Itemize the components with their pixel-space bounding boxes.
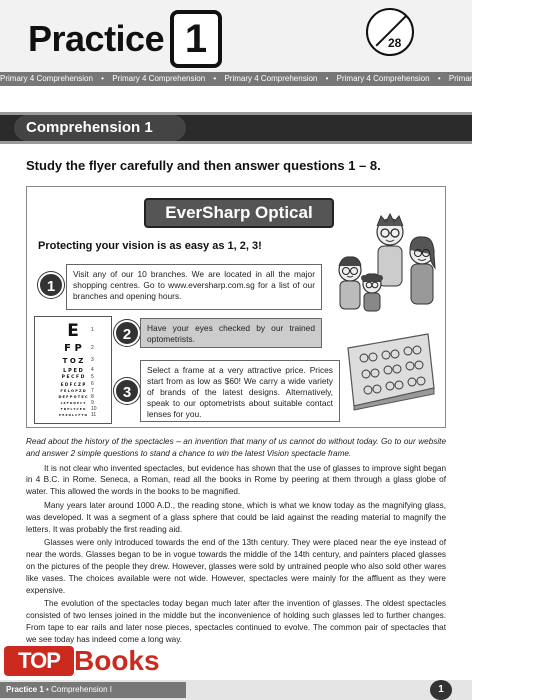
series-strip bbox=[0, 72, 542, 86]
practice-number-box: 1 bbox=[170, 10, 222, 68]
article-paragraph: Glasses were only introduced towards the end of the 13th century. They were placed near the eye instead of near the words. Glasses began to be in vogue towards the middle of the 14th century, and painters placed glasses on the pictures of the people they drew. However, glasses were sold by untrained people who also sold other wares like vases. The choices available were not wide. However, spectacles were mainly for the affluent as they were expensive. bbox=[26, 538, 446, 595]
chart-row: F D P L T C E O bbox=[60, 407, 86, 411]
instruction-text: Study the flyer carefully and then answer questions 1 – 8. bbox=[26, 158, 381, 173]
chart-row-number: 4 bbox=[91, 367, 94, 373]
step-2-badge: 2 bbox=[114, 320, 140, 346]
article bbox=[26, 436, 446, 648]
watermark-books: Books bbox=[74, 645, 160, 676]
step-1-text: Visit any of our 10 branches. We are located in all the major shopping centres. Go to www.eversharp.com.sg for a list of our branches and opening hours. bbox=[66, 264, 322, 310]
brand-logo: EverSharp Optical bbox=[144, 198, 334, 228]
strip-item: Primary 4 Comprehension bbox=[112, 74, 206, 83]
chart-row: E bbox=[67, 321, 79, 341]
chart-row: E D F C Z P bbox=[60, 382, 86, 387]
footer-section: Comprehension I bbox=[51, 685, 113, 694]
watermark-top: TOP bbox=[4, 646, 74, 676]
spectacles-display-case bbox=[344, 330, 436, 410]
chart-row-number: 8 bbox=[91, 394, 94, 400]
family-illustration bbox=[334, 210, 442, 312]
page-title: Practice bbox=[28, 18, 165, 59]
chart-row: L P E D bbox=[63, 368, 83, 374]
chart-row-number: 10 bbox=[91, 406, 97, 412]
strip-item: Primary 4 Comprehension bbox=[336, 74, 430, 83]
chart-row: F E L O P Z D bbox=[60, 389, 86, 393]
chart-row: P E C F D bbox=[61, 375, 85, 380]
chart-row-number: 9 bbox=[91, 400, 94, 406]
chart-row: P E Z O L C F T D bbox=[58, 413, 88, 417]
chart-row-number: 6 bbox=[91, 381, 94, 387]
chart-row-number: 5 bbox=[91, 374, 94, 380]
strip-bullet: • bbox=[101, 74, 104, 83]
article-paragraph: Many years later around 1000 A.D., the reading stone, which is what we know today as the magnifying glass, was developed. It was a segment of a glass sphere that could be laid against the reading material to magnify the letters. It was probably the first reading aid. bbox=[26, 500, 446, 534]
chart-row: F P bbox=[64, 343, 82, 354]
step-2-text: Have your eyes checked by our trained optometrists. bbox=[140, 318, 322, 348]
article-intro: Read about the history of the spectacles – an invention that many of us cannot do without today. Go to our website and answer 2 simple questions to stand a chance to win the latest Vision spectacle frame. bbox=[26, 437, 446, 458]
chart-row: D E F P O T E C bbox=[58, 395, 88, 399]
strip-bullet: • bbox=[213, 74, 217, 83]
footer-label bbox=[0, 682, 186, 698]
flyer-headline: Protecting your vision is as easy as 1, 2, 3! bbox=[38, 240, 262, 252]
strip-bullet: • bbox=[325, 74, 329, 83]
chart-row: T O Z bbox=[62, 357, 84, 365]
chart-row-number: 11 bbox=[91, 412, 97, 418]
chart-row-number: 2 bbox=[91, 345, 94, 351]
step-3-badge: 3 bbox=[114, 378, 140, 404]
step-1-badge: 1 bbox=[38, 272, 64, 298]
chart-row-number: 3 bbox=[91, 357, 94, 363]
strip-item: Primary 4 Comprehension bbox=[224, 74, 318, 83]
chart-row: L E F O D P C T bbox=[60, 401, 86, 405]
chart-row-number: 1 bbox=[91, 327, 94, 333]
footer-practice: Practice 1 bbox=[6, 685, 44, 694]
watermark bbox=[2, 644, 182, 680]
strip-bullet: • bbox=[437, 74, 441, 83]
footer-separator: • bbox=[46, 685, 49, 694]
article-paragraph: The evolution of the spectacles today began much later after the invention of glasses. The oldest spectacles consisted of two lenses joined in the middle but the inconvenience of holding such glasses led to further changes. From tape to ear rails and later nose pieces, spectacles continued to evolve. The common pair of spectacles that we see today has indeed come a long way. bbox=[26, 599, 446, 644]
step-3-text: Select a frame at a very attractive price. Prices start from as low as $60! We carry a wide variety of brands of the latest designs. Alternatively, speak to our optometrists about suitable contact lenses for you. bbox=[140, 360, 340, 422]
score-total: 28 bbox=[388, 36, 402, 50]
strip-item: Primary 4 Comprehension bbox=[448, 74, 542, 83]
chart-row-number: 7 bbox=[91, 388, 94, 394]
section-title: Comprehension 1 bbox=[14, 115, 186, 141]
article-paragraph: It is not clear who invented spectacles, but evidence has shown that the use of glasses to improve sight began in 4 B.C. in Rome. Seneca, a Roman, read all the books in Rome by peering at them through a glass globe of water. This allowed the words in the books to be magnified. bbox=[26, 463, 446, 497]
eye-chart bbox=[34, 316, 112, 424]
page-number: 1 bbox=[430, 680, 452, 700]
strip-item: Primary 4 Comprehension bbox=[0, 74, 93, 83]
